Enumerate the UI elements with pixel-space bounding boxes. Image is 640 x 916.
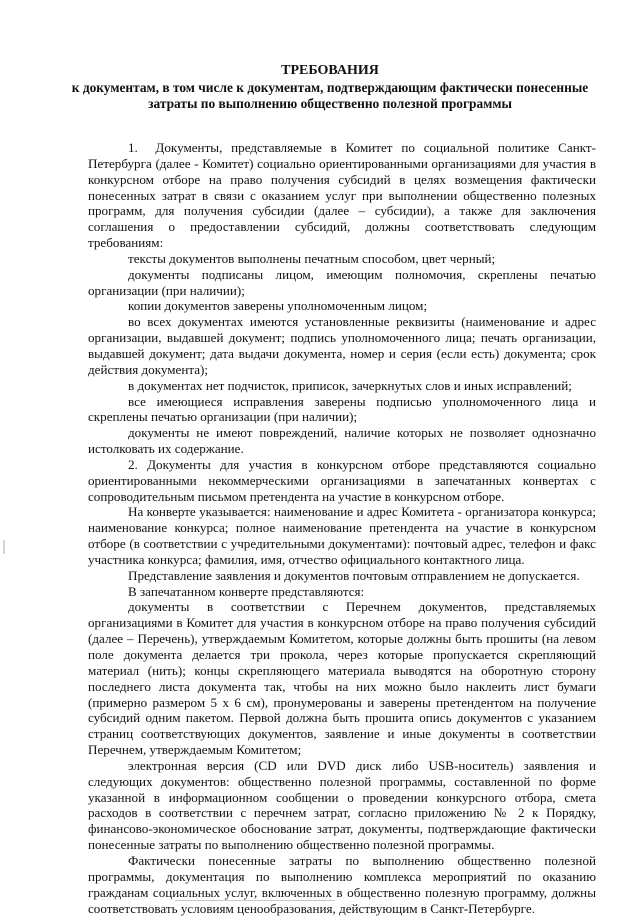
requirement-item: документы не имеют повреждений, наличие которых не позволяет однозначно истолковать их содержание. [88, 425, 596, 457]
requirement-item: в документах нет подчисток, приписок, зачеркнутых слов и иных исправлений; [128, 377, 572, 393]
document-subtitle-line-2: затраты по выполнению общественно полезной программы [148, 96, 512, 111]
envelope-paragraph: На конверте указывается: наименование и адрес Комитета - организатора конкурса; наименование конкурса; полное наименование претендента на участие в конкурсном отборе (в соответствии с учредительными документами): почтовый адрес, телефон и факс участника конкурса; фамилия, имя, отчество официального контактного лица. [88, 504, 596, 567]
postal-restriction-paragraph: Представление заявления и документов почтовым отправлением не допускается. [128, 567, 580, 583]
requirement-item: копии документов заверены уполномоченным лицом; [128, 298, 428, 314]
document-body [88, 140, 596, 916]
document-title: ТРЕБОВАНИЯ [281, 63, 379, 78]
envelope-contents-intro: В запечатанном конверте представляются: [128, 583, 365, 599]
paragraph-1: 1. Документы, представляемые в Комитет по социальной политике Санкт-Петербурга (далее - Комитет) социально ориентированными организациями для участия в конкурсном отборе на право получения субсидий в целях возмещения фактически понесенных затрат в связи с оказанием услуг при выполнении общественно полезных программ, для получения субсидии (далее – субсидии), а также для заключения соглашения о предоставлении субсидий, должны соответствовать следующим требованиям: [88, 140, 596, 251]
footer-rule [175, 900, 335, 901]
requirement-item: все имеющиеся исправления заверены подписью уполномоченного лица и скреплены печатью организации (при наличии); [88, 393, 596, 425]
requirement-item: во всех документах имеются установленные реквизиты (наименование и адрес организации, выдавшей документ; подпись уполномоченного лица; печать организации, выдавшей документ; дата выдачи документа, номер и серия (если есть) документа; срок действия документа); [88, 314, 596, 377]
paragraph-2: 2. Документы для участия в конкурсном отборе представляются социально ориентированными некоммерческими организациями в запечатанных конвертах с сопроводительным письмом претендента на участие в конкурсном отборе. [88, 456, 596, 504]
scan-edge-mark [3, 540, 5, 554]
document-subtitle-line-1: к документам, в том числе к документам, подтверждающим фактически понесенные [71, 80, 589, 95]
requirement-item: тексты документов выполнены печатным способом, цвет черный; [128, 250, 496, 266]
electronic-version-item: электронная версия (CD или DVD диск либо USB-носитель) заявления и следующих документов: общественно полезной программы, составленной по форме указанной в информационном сообщении о проведении конкурсного отбора, смета расходов в соответствии с перечнем затрат, согласно приложению № 2 к Порядку, финансово-экономическое обоснование затрат, документы, подтверждающие фактически понесенные затраты по выполнению общественно полезной программы. [88, 757, 596, 853]
actual-costs-paragraph: Фактически понесенные затраты по выполнению общественно полезной программы, документация по выполнению комплекса мероприятий по оказанию гражданам социальных услуг, включенных в общественно полезную программу, должны соответствовать условиям ценообразования, действующим в Санкт-Петербурге. [88, 852, 596, 916]
documents-item: документы в соответствии с Перечнем документов, представляемых организациями в Комитет для участия в конкурсном отборе на право получения субсидий (далее – Перечень), утверждаемым Комитетом, которые должны быть прошиты (на левом поле документа делается три прокола, через которые пропускается скрепляющий материал (нить); концы скрепляющего материала выводятся на оборотную сторону последнего листа документа так, чтобы на них можно было наклеить лист бумаги (примерно размером 5 х 6 см), пронумерованы и заверены претендентом на получение субсидий одним пакетом. Первой должна быть прошита опись документов с указанием страниц соответствующих документов, заявление и иные документы в соответствии Перечнем, утверждаемым Комитетом; [88, 599, 596, 758]
requirement-item: документы подписаны лицом, имеющим полномочия, скреплены печатью организации (при наличии); [88, 266, 596, 298]
